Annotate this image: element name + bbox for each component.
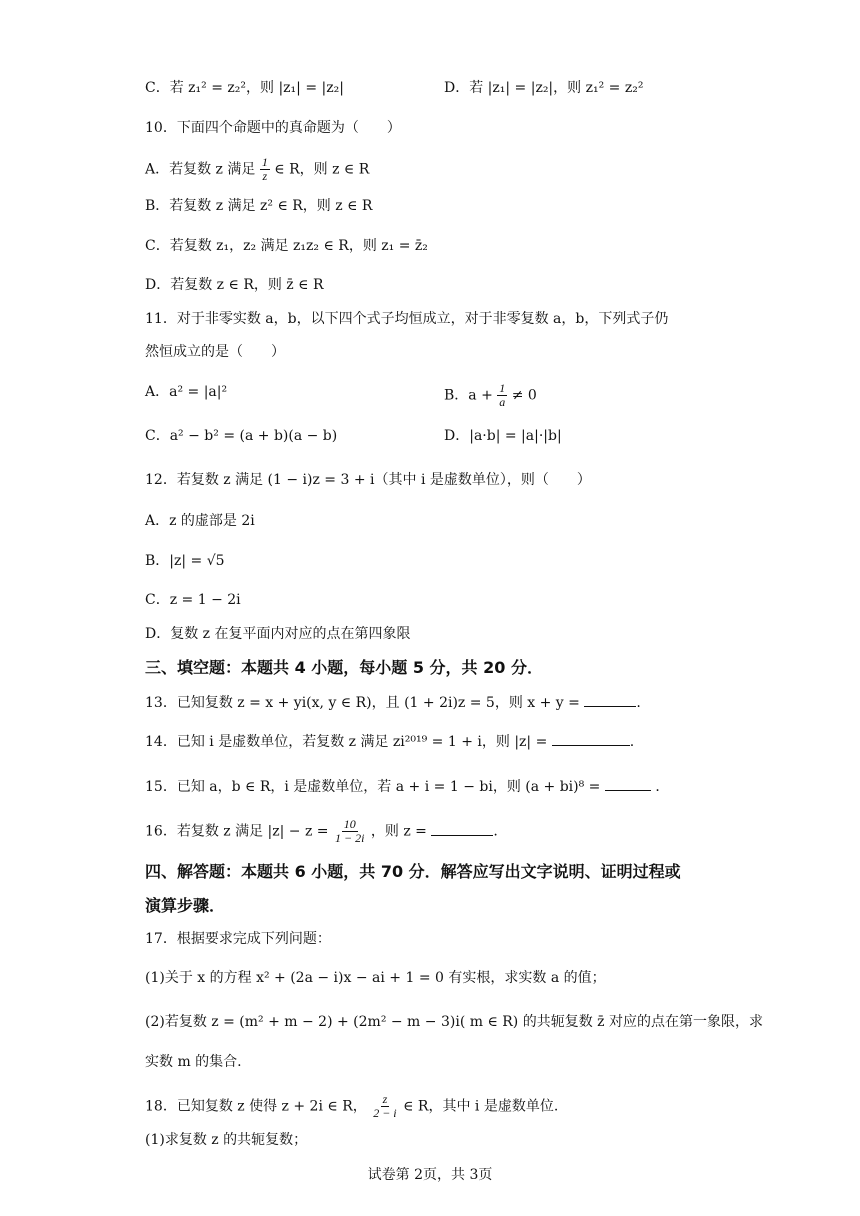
section-4-heading-line1: 四、解答题：本题共 6 小题，共 70 分．解答应写出文字说明、证明过程或 [145, 862, 681, 881]
q11-option-b [444, 382, 537, 409]
q10-option-d: D．若复数 z ∈ R，则 z̄ ∈ R [145, 277, 324, 293]
q9-option-c: C．若 z₁² = z₂²，则 |z₁| = |z₂| [145, 80, 344, 96]
q14-text: 14．已知 i 是虚数单位，若复数 z 满足 zi²⁰¹⁹ = 1 + i，则 |z| = [145, 734, 548, 750]
q12-option-b: B．|z| = √5 [145, 553, 225, 569]
q11-option-b-fraction [497, 382, 507, 409]
q16-prefix: 16．若复数 z 满足 |z| − z = [145, 823, 329, 840]
q15-text: 15．已知 a，b ∈ R，i 是虚数单位，若 a + i = 1 − bi，则 (a + bi)⁸ = [145, 779, 601, 795]
q16-suffix: ，则 z = [370, 823, 427, 840]
section-4-heading-line2: 演算步骤． [145, 896, 226, 915]
q10-option-a-fraction [260, 156, 270, 183]
q13-text: 13．已知复数 z = x + yi(x, y ∈ R)，且 (1 + 2i)z = 5，则 x + y = [145, 695, 580, 711]
q9-option-d: D．若 |z₁| = |z₂|，则 z₁² = z₂² [444, 80, 644, 96]
q14-end: . [629, 734, 635, 750]
q13-end: . [636, 695, 641, 711]
q12-option-d: D．复数 z 在复平面内对应的点在第四象限 [145, 626, 411, 642]
q11-option-b-prefix: B．a + [444, 387, 493, 404]
q16-fraction [333, 818, 366, 845]
q11-stem-line1: 11．对于非零实数 a，b，以下四个式子均恒成立，对于非零复数 a，b，下列式子仍 [145, 311, 669, 327]
fraction-numerator: 10 [343, 817, 356, 831]
q18-fraction [371, 1093, 398, 1120]
fraction-denominator: z [262, 169, 268, 183]
q17-part-2-line2: 实数 m 的集合. [145, 1054, 242, 1070]
answer-blank[interactable] [584, 692, 636, 707]
fraction-numerator: 1 [499, 381, 506, 395]
answer-blank[interactable] [605, 776, 651, 791]
fraction-denominator: a [499, 395, 506, 409]
fraction-numerator: z [382, 1092, 388, 1106]
q11-option-a: A．a² = |a|² [145, 384, 228, 400]
q18-part-1: (1)求复数 z 的共轭复数； [145, 1132, 308, 1148]
fraction-numerator: 1 [261, 155, 268, 169]
q16 [145, 818, 498, 845]
fraction-denominator: 2 − i [373, 1106, 397, 1120]
q11-stem-line2: 然恒成立的是（ ） [145, 344, 285, 360]
q10-option-b: B．若复数 z 满足 z² ∈ R，则 z ∈ R [145, 198, 373, 214]
fraction-denominator: 1 − 2i [335, 831, 365, 845]
q13 [145, 692, 641, 713]
q15 [145, 776, 669, 797]
q12-option-c: C．z = 1 − 2i [145, 592, 241, 608]
q18-prefix: 18．已知复数 z 使得 z + 2i ∈ R， [145, 1098, 367, 1115]
q10-option-a [145, 156, 369, 183]
q16-end: . [493, 823, 498, 840]
q18-suffix: ∈ R，其中 i 是虚数单位. [403, 1098, 559, 1115]
q11-option-d: D．|a·b| = |a|·|b| [444, 428, 562, 444]
q18-stem [145, 1093, 558, 1120]
q10-option-a-suffix: ∈ R，则 z ∈ R [274, 161, 370, 178]
q10-option-a-prefix: A．若复数 z 满足 [145, 161, 256, 178]
section-3-heading: 三、填空题：本题共 4 小题，每小题 5 分，共 20 分． [145, 658, 543, 677]
q11-option-c: C．a² − b² = (a + b)(a − b) [145, 428, 338, 444]
q10-stem: 10．下面四个命题中的真命题为（ ） [145, 120, 401, 136]
page-footer: 试卷第 2页，共 3页 [367, 1167, 493, 1183]
q17-part-1: (1)关于 x 的方程 x² + (2a − i)x − ai + 1 = 0 有实根，求实数 a 的值； [145, 970, 606, 986]
answer-blank[interactable] [552, 731, 630, 746]
q12-stem: 12．若复数 z 满足 (1 − i)z = 3 + i（其中 i 是虚数单位），则（ ） [145, 472, 591, 488]
q17-part-2-line1: (2)若复数 z = (m² + m − 2) + (2m² − m − 3)i( m ∈ R) 的共轭复数 z̄ 对应的点在第一象限，求 [145, 1014, 763, 1030]
q11-option-b-suffix: ≠ 0 [511, 387, 537, 404]
q15-end: ． [655, 779, 670, 795]
answer-blank[interactable] [431, 821, 493, 836]
q14 [145, 731, 634, 752]
q12-option-a: A．z 的虚部是 2i [145, 513, 255, 529]
q10-option-c: C．若复数 z₁，z₂ 满足 z₁z₂ ∈ R，则 z₁ = z̄₂ [145, 238, 428, 254]
q17-stem: 17．根据要求完成下列问题： [145, 931, 331, 947]
